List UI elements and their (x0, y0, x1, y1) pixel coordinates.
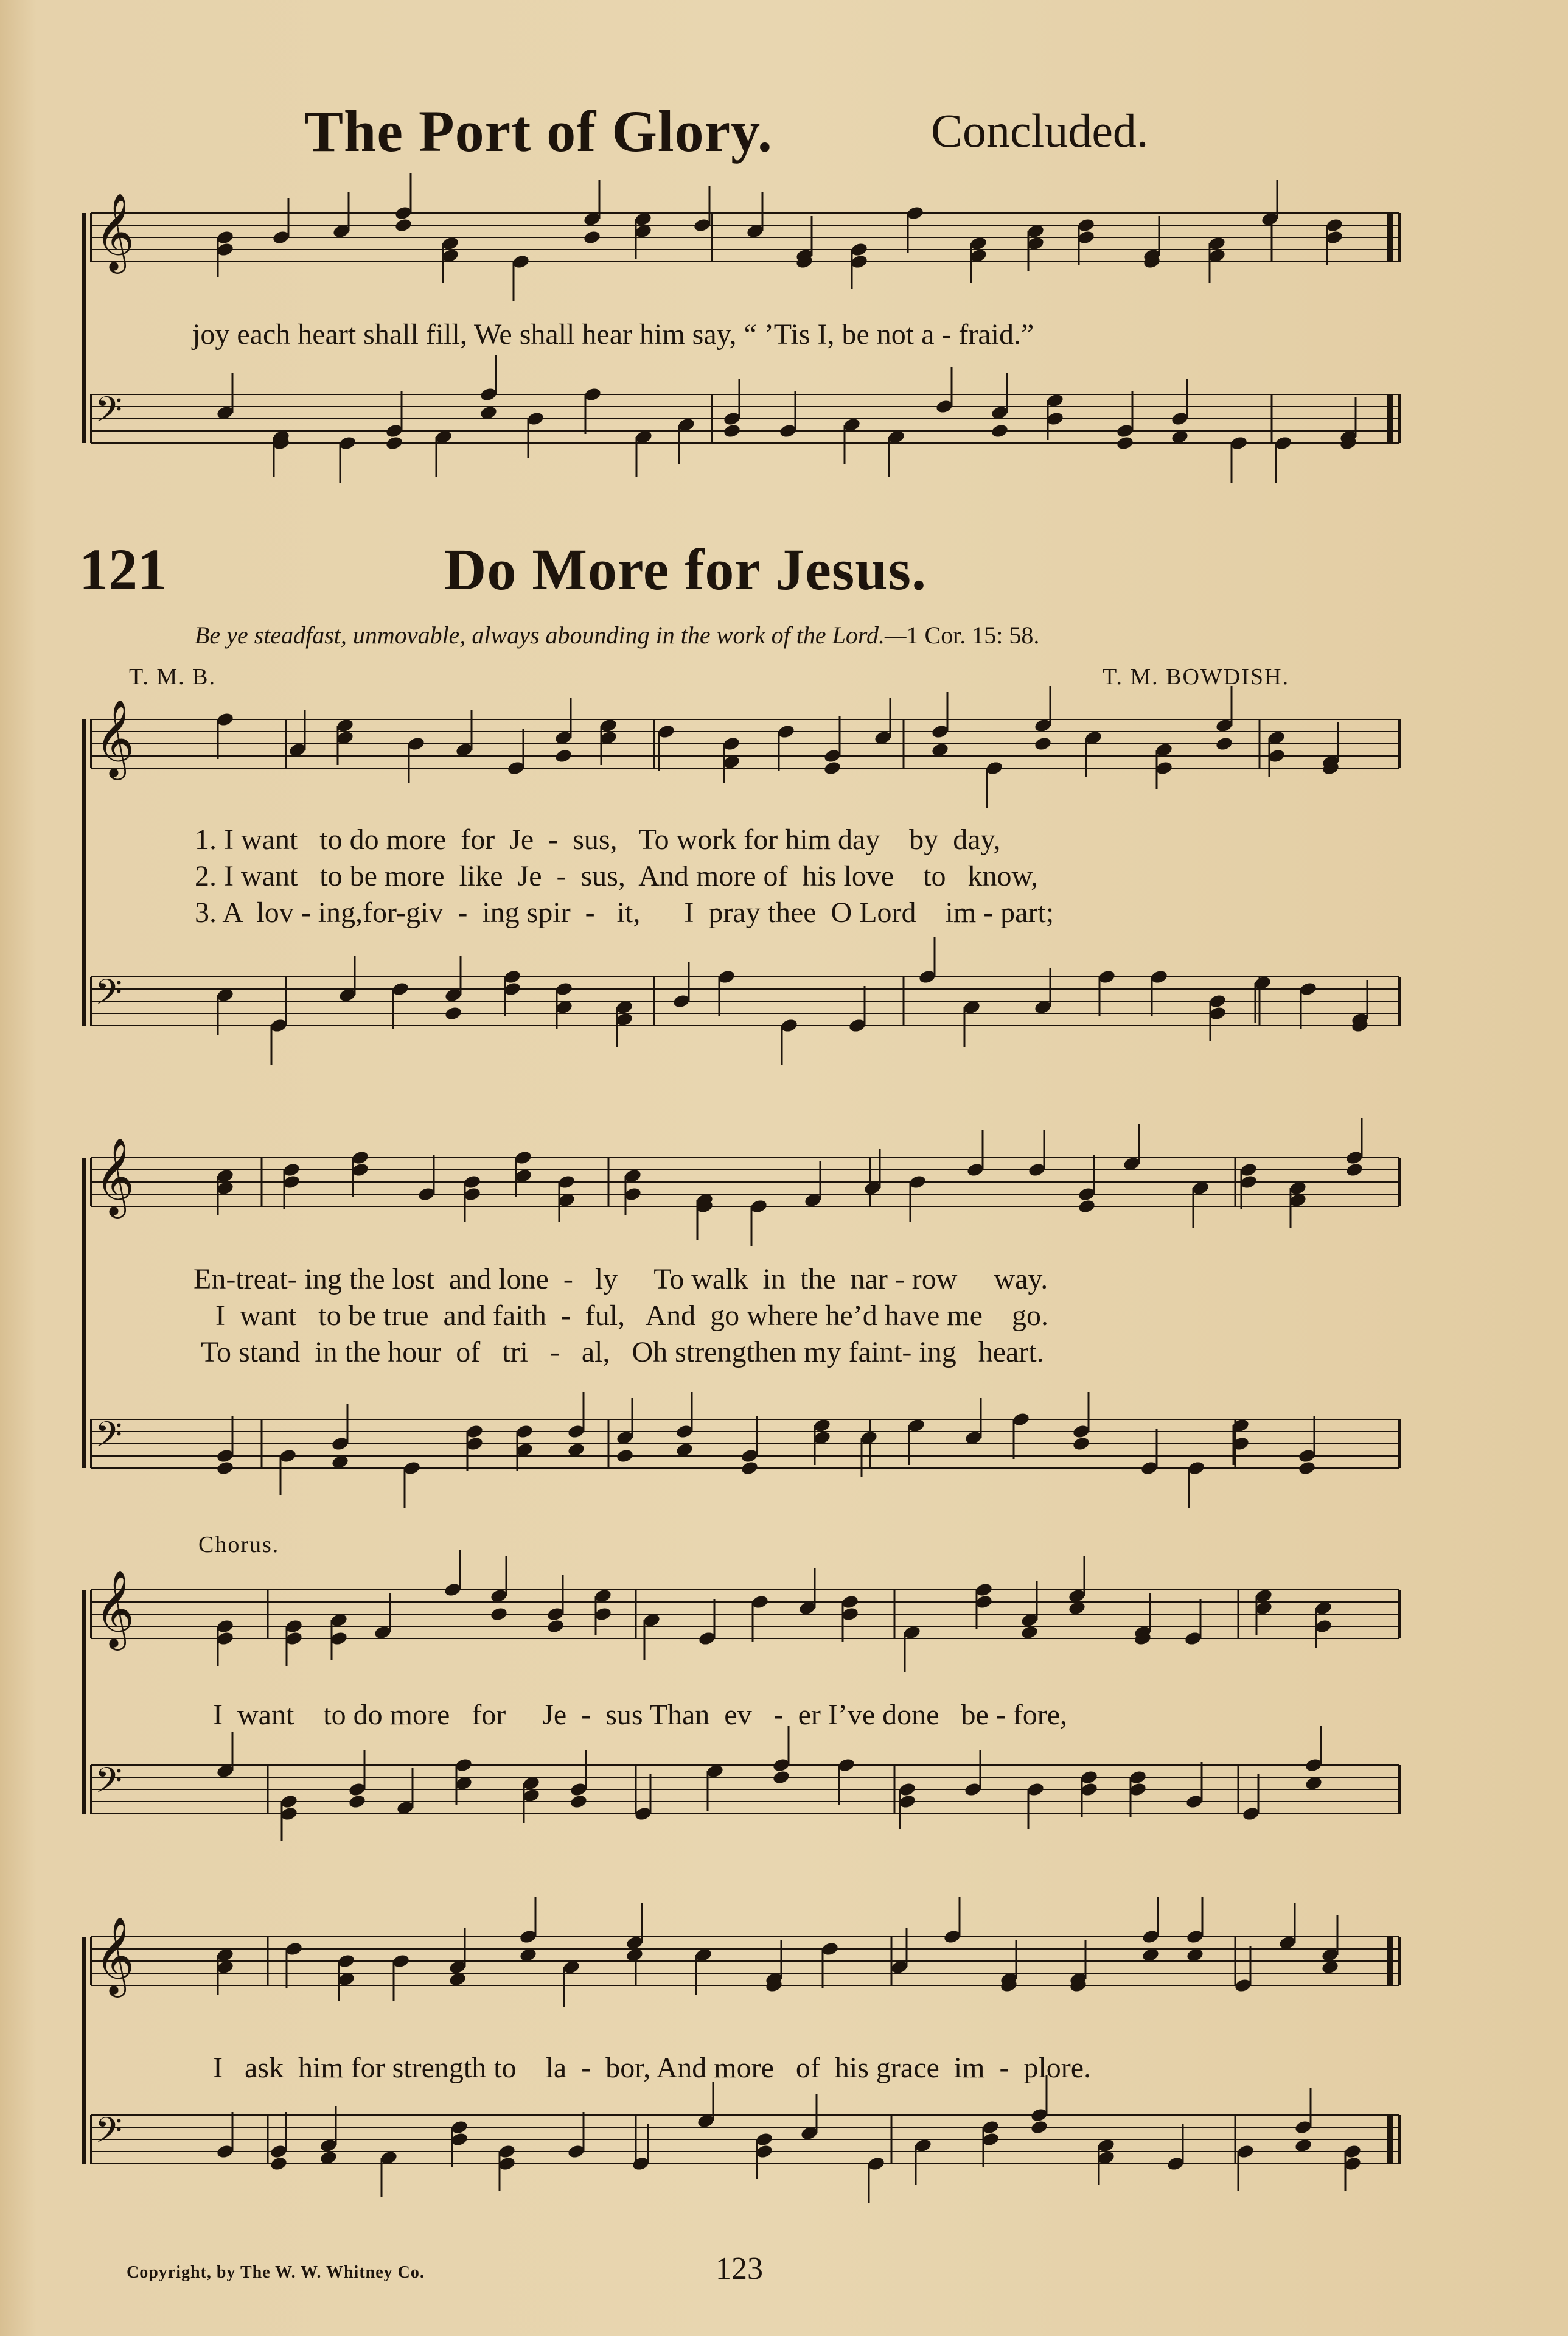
concluded-label: Concluded. (931, 104, 1149, 157)
verse-2-line-1: 2. I want to be more like Je - sus, And more of his love to know, (195, 860, 1039, 892)
note-head (583, 229, 602, 245)
note-head (270, 2156, 288, 2172)
note-head (1034, 736, 1053, 752)
note-head (1345, 1162, 1364, 1178)
verse-3-line-1: 3. A lov - ing,for-giv - ing spir - it, I pray thee O Lord im - part; (195, 897, 1054, 929)
note-head (1215, 736, 1234, 752)
note-head (991, 423, 1009, 439)
treble-clef: 𝄞 (95, 699, 135, 777)
bass-clef: 𝄢 (95, 1760, 123, 1810)
chorus-line-1: I want to do more for Je - sus Than ev - er I’ve done be - fore, (213, 1699, 1068, 1731)
verse-3-line-2: To stand in the hour of tri - al, Oh strengthen my faint- ing heart. (201, 1336, 1044, 1368)
chorus-label: Chorus. (198, 1532, 280, 1558)
note-head (385, 435, 404, 451)
epigraph-text: Be ye steadfast, unmovable, always abounding in the work of the Lord.— (195, 621, 907, 649)
note-head (1116, 435, 1135, 451)
epigraph-reference: 1 Cor. 15: 58. (906, 621, 1040, 649)
note-head (570, 1794, 588, 1810)
hymn-title: Do More for Jesus. (444, 537, 927, 602)
treble-clef: 𝄞 (95, 1916, 135, 1994)
note-head (1298, 1460, 1317, 1476)
scripture-epigraph (195, 621, 1039, 649)
note-head (490, 1606, 509, 1622)
bass-clef: 𝄢 (95, 971, 123, 1021)
note-head (1078, 1198, 1096, 1214)
note-head (216, 1460, 235, 1476)
note-head (823, 760, 842, 776)
chorus-line-2: I ask him for strength to la - bor, And more of his grace im - plore. (213, 2052, 1092, 2084)
note-head (1072, 1436, 1091, 1452)
hymn-number: 121 (79, 537, 167, 602)
note-head (740, 1460, 759, 1476)
note-head (1030, 2119, 1049, 2135)
prev-song-lyric: joy each heart shall fill, We shall hear him say, “ ’Tis I, be not a - fraid.” (192, 318, 1034, 351)
verse-2-line-2: I want to be true and faith - ful, And go where he’d have me go. (215, 1299, 1048, 1332)
note-head (772, 1769, 791, 1785)
treble-clef: 𝄞 (95, 1569, 135, 1647)
note-head (394, 217, 413, 233)
treble-clef: 𝄞 (95, 1137, 135, 1215)
copyright-notice: Copyright, by The W. W. Whitney Co. (127, 2263, 425, 2282)
composer-credit: T. M. BOWDISH. (1103, 664, 1290, 690)
note-head (444, 1005, 463, 1021)
prev-song-title: The Port of Glory. (304, 99, 773, 164)
lyricist-credit: T. M. B. (129, 664, 217, 690)
bass-clef: 𝄢 (95, 389, 123, 439)
page-number: 123 (716, 2251, 763, 2286)
verse-1-line-2: En-treat- ing the lost and lone - ly To walk in the nar - row way. (193, 1263, 1048, 1295)
note-head (348, 1794, 367, 1810)
verse-1-line-1: 1. I want to do more for Je - sus, To work for him day by day, (195, 824, 1001, 856)
bass-clef: 𝄢 (95, 2110, 123, 2159)
bass-clef: 𝄢 (95, 1414, 123, 1464)
note-head (616, 1448, 635, 1464)
treble-clef: 𝄞 (95, 192, 135, 270)
note-head (554, 748, 573, 764)
note-head (723, 423, 742, 439)
note-head (546, 1618, 565, 1634)
